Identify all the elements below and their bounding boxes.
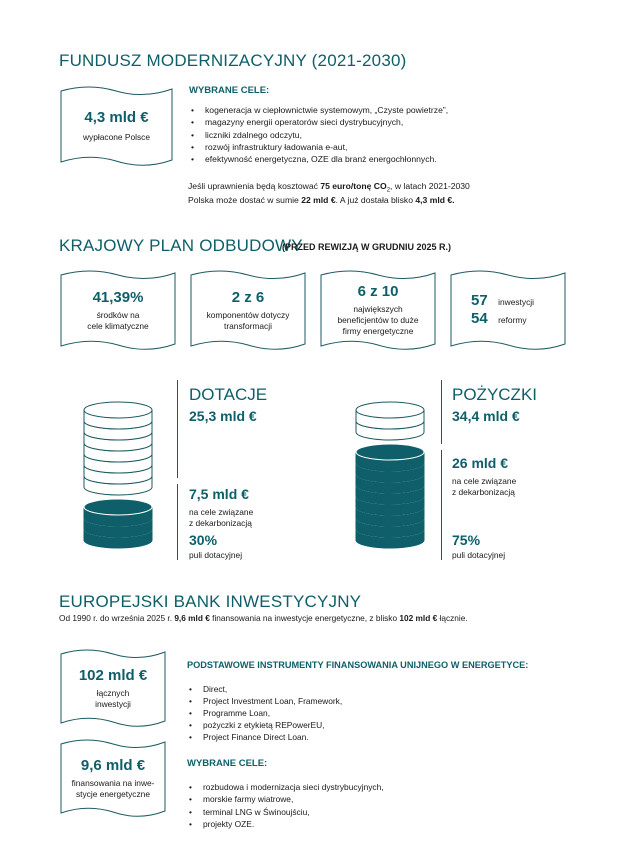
list-item: • projekty OZE. <box>189 818 384 830</box>
dotacje-total: 25,3 mld € <box>189 408 257 424</box>
kpo-box-2 <box>189 268 307 352</box>
ebi-box-1-value: 102 mld € <box>78 666 148 684</box>
ebi-box-2 <box>59 737 167 819</box>
list-item: • Project Finance Direct Loan. <box>189 731 342 743</box>
ebi-instruments-title: PODSTAWOWE INSTRUMENTY FINANSOWANIA UNIJNEGO W ENERGETYCE: <box>187 660 529 670</box>
note-bold: 22 mld € <box>301 195 336 205</box>
pozyczki-amount: 26 mld € <box>452 455 509 471</box>
dotacje-amount-l2: z dekarbonizacją <box>189 518 252 528</box>
list-item: • pożyczki z etykietą REPowerEU, <box>189 719 342 731</box>
list-item: • liczniki zdalnego odczytu, <box>191 129 448 141</box>
list-item: • morskie farmy wiatrowe, <box>189 793 384 805</box>
kpo-box-1-line1: środków na <box>96 309 140 320</box>
list-item: • efektywność energetyczna, OZE dla branż energochłonnych. <box>191 153 448 165</box>
kpo-box-4 <box>449 268 567 352</box>
ebi-box-1 <box>59 647 167 729</box>
list-item: • Programme Loan, <box>189 707 342 719</box>
section-title-kpo: KRAJOWY PLAN ODBUDOWY <box>59 236 303 255</box>
kpo-box-1-value: 41,39% <box>92 288 144 306</box>
note-text: Polska może dostać w sumie <box>188 195 302 205</box>
kpo-box-2-line2: transformacji <box>224 320 272 331</box>
ebi-box-1-l2: inwestycji <box>95 698 131 709</box>
intro-text: łącznie. <box>437 613 468 623</box>
dotacje-title: DOTACJE <box>189 385 268 404</box>
list-item: • Project Investment Loan, Framework, <box>189 695 342 707</box>
note-text: , w latach 2021-2030 <box>390 181 470 191</box>
fundusz-note-line2 <box>188 194 455 207</box>
dotacje-coin <box>84 402 152 429</box>
dotacje-pct-label: puli dotacyjnej <box>189 550 243 560</box>
kpo-box-3-value: 6 z 10 <box>357 283 399 300</box>
list-item: • rozbudowa i modernizacja sieci dystrybucyjnych, <box>189 781 384 793</box>
dotacje-amount: 7,5 mld € <box>189 486 249 502</box>
note-text: . A już dostała blisko <box>335 195 416 205</box>
kpo-box-3-line3: firmy energetyczne <box>342 326 414 336</box>
dotacje-amount-l1: na cele związane <box>189 507 254 517</box>
kpo-box-3-line1: największych <box>353 304 403 314</box>
kpo-box-4-n2: 54 <box>471 310 488 327</box>
pozyczki-pct-label: puli dotacyjnej <box>452 550 506 560</box>
pozyczki-amount-l2: z dekarbonizacją <box>452 487 515 497</box>
note-bold: 75 euro/tonę CO <box>320 181 387 191</box>
flag-box-fundusz <box>59 84 174 168</box>
dotacje-coin <box>84 499 152 526</box>
ebi-goals-list <box>189 781 384 831</box>
pozyczki-amount-l1: na cele związane <box>452 476 517 486</box>
fundusz-goals-title: WYBRANE CELE: <box>189 85 270 96</box>
pozyczki-coin <box>356 402 424 429</box>
coin-stack-pozyczki <box>350 380 430 552</box>
kpo-box-4-n1: 57 <box>471 292 488 309</box>
intro-bold: 9,6 mld € <box>174 613 210 623</box>
list-item: • terminal LNG w Świnoujściu, <box>189 806 384 818</box>
section-title-fundusz: FUNDUSZ MODERNIZACYJNY (2021-2030) <box>59 51 407 70</box>
pozyczki-bracket-bottom <box>441 450 442 560</box>
ebi-box-1-l1: łącznych <box>96 687 130 698</box>
list-item: • kogeneracja w ciepłownictwie systemowym, „Czyste powietrze”, <box>191 104 448 116</box>
list-item: • Direct, <box>189 683 342 695</box>
ebi-instruments-list <box>189 683 342 743</box>
dotacje-pct: 30% <box>189 532 218 548</box>
kpo-box-4-l2: reformy <box>498 315 527 325</box>
pozyczki-bracket-top <box>441 380 442 444</box>
pozyczki-pct: 75% <box>452 532 481 548</box>
note-sub: 2 <box>386 187 391 194</box>
ebi-box-2-l2: stycje energetyczne <box>75 788 151 799</box>
fundusz-value-label: wypłacone Polsce <box>82 132 151 142</box>
section-title-ebi: EUROPEJSKI BANK INWESTYCYJNY <box>59 592 362 611</box>
intro-text: Od 1990 r. do września 2025 r. <box>59 613 175 623</box>
ebi-goals-title: WYBRANE CELE: <box>187 758 268 769</box>
kpo-box-1-line2: cele klimatyczne <box>87 320 149 331</box>
ebi-intro <box>59 612 468 625</box>
kpo-box-2-value: 2 z 6 <box>231 288 265 306</box>
kpo-box-2-line1: komponentów dotyczy <box>206 309 290 320</box>
fundusz-goals-list <box>191 104 448 165</box>
note-bold: 4,3 mld €. <box>415 195 455 205</box>
list-item: • rozwój infrastruktury ładowania e-aut, <box>191 141 448 153</box>
kpo-subtitle: (PRZED REWIZJĄ W GRUDNIU 2025 R.) <box>282 242 452 252</box>
intro-bold: 102 mld € <box>399 613 438 623</box>
pozyczki-title: POŻYCZKI <box>452 385 538 404</box>
kpo-box-3 <box>319 268 437 352</box>
list-item: • magazyny energii operatorów sieci dystrybucyjnych, <box>191 116 448 128</box>
intro-text: finansowania na inwestycje energetyczne, z blisko <box>209 613 400 623</box>
pozyczki-coin <box>356 444 424 471</box>
dotacje-bracket-top <box>177 380 178 478</box>
kpo-box-1 <box>59 268 177 352</box>
kpo-box-4-l1: inwestycji <box>498 297 534 307</box>
coin-stack-dotacje <box>78 380 158 552</box>
pozyczki-total: 34,4 mld € <box>452 408 520 424</box>
fundusz-value: 4,3 mld € <box>84 109 149 126</box>
ebi-box-2-value: 9,6 mld € <box>80 756 146 774</box>
kpo-box-3-line2: beneficjentów to duże <box>337 315 419 325</box>
ebi-box-2-l1: finansowania na inwe- <box>71 777 155 788</box>
note-text: Jeśli uprawnienia będą kosztować <box>188 181 321 191</box>
dotacje-bracket-bottom <box>177 484 178 560</box>
